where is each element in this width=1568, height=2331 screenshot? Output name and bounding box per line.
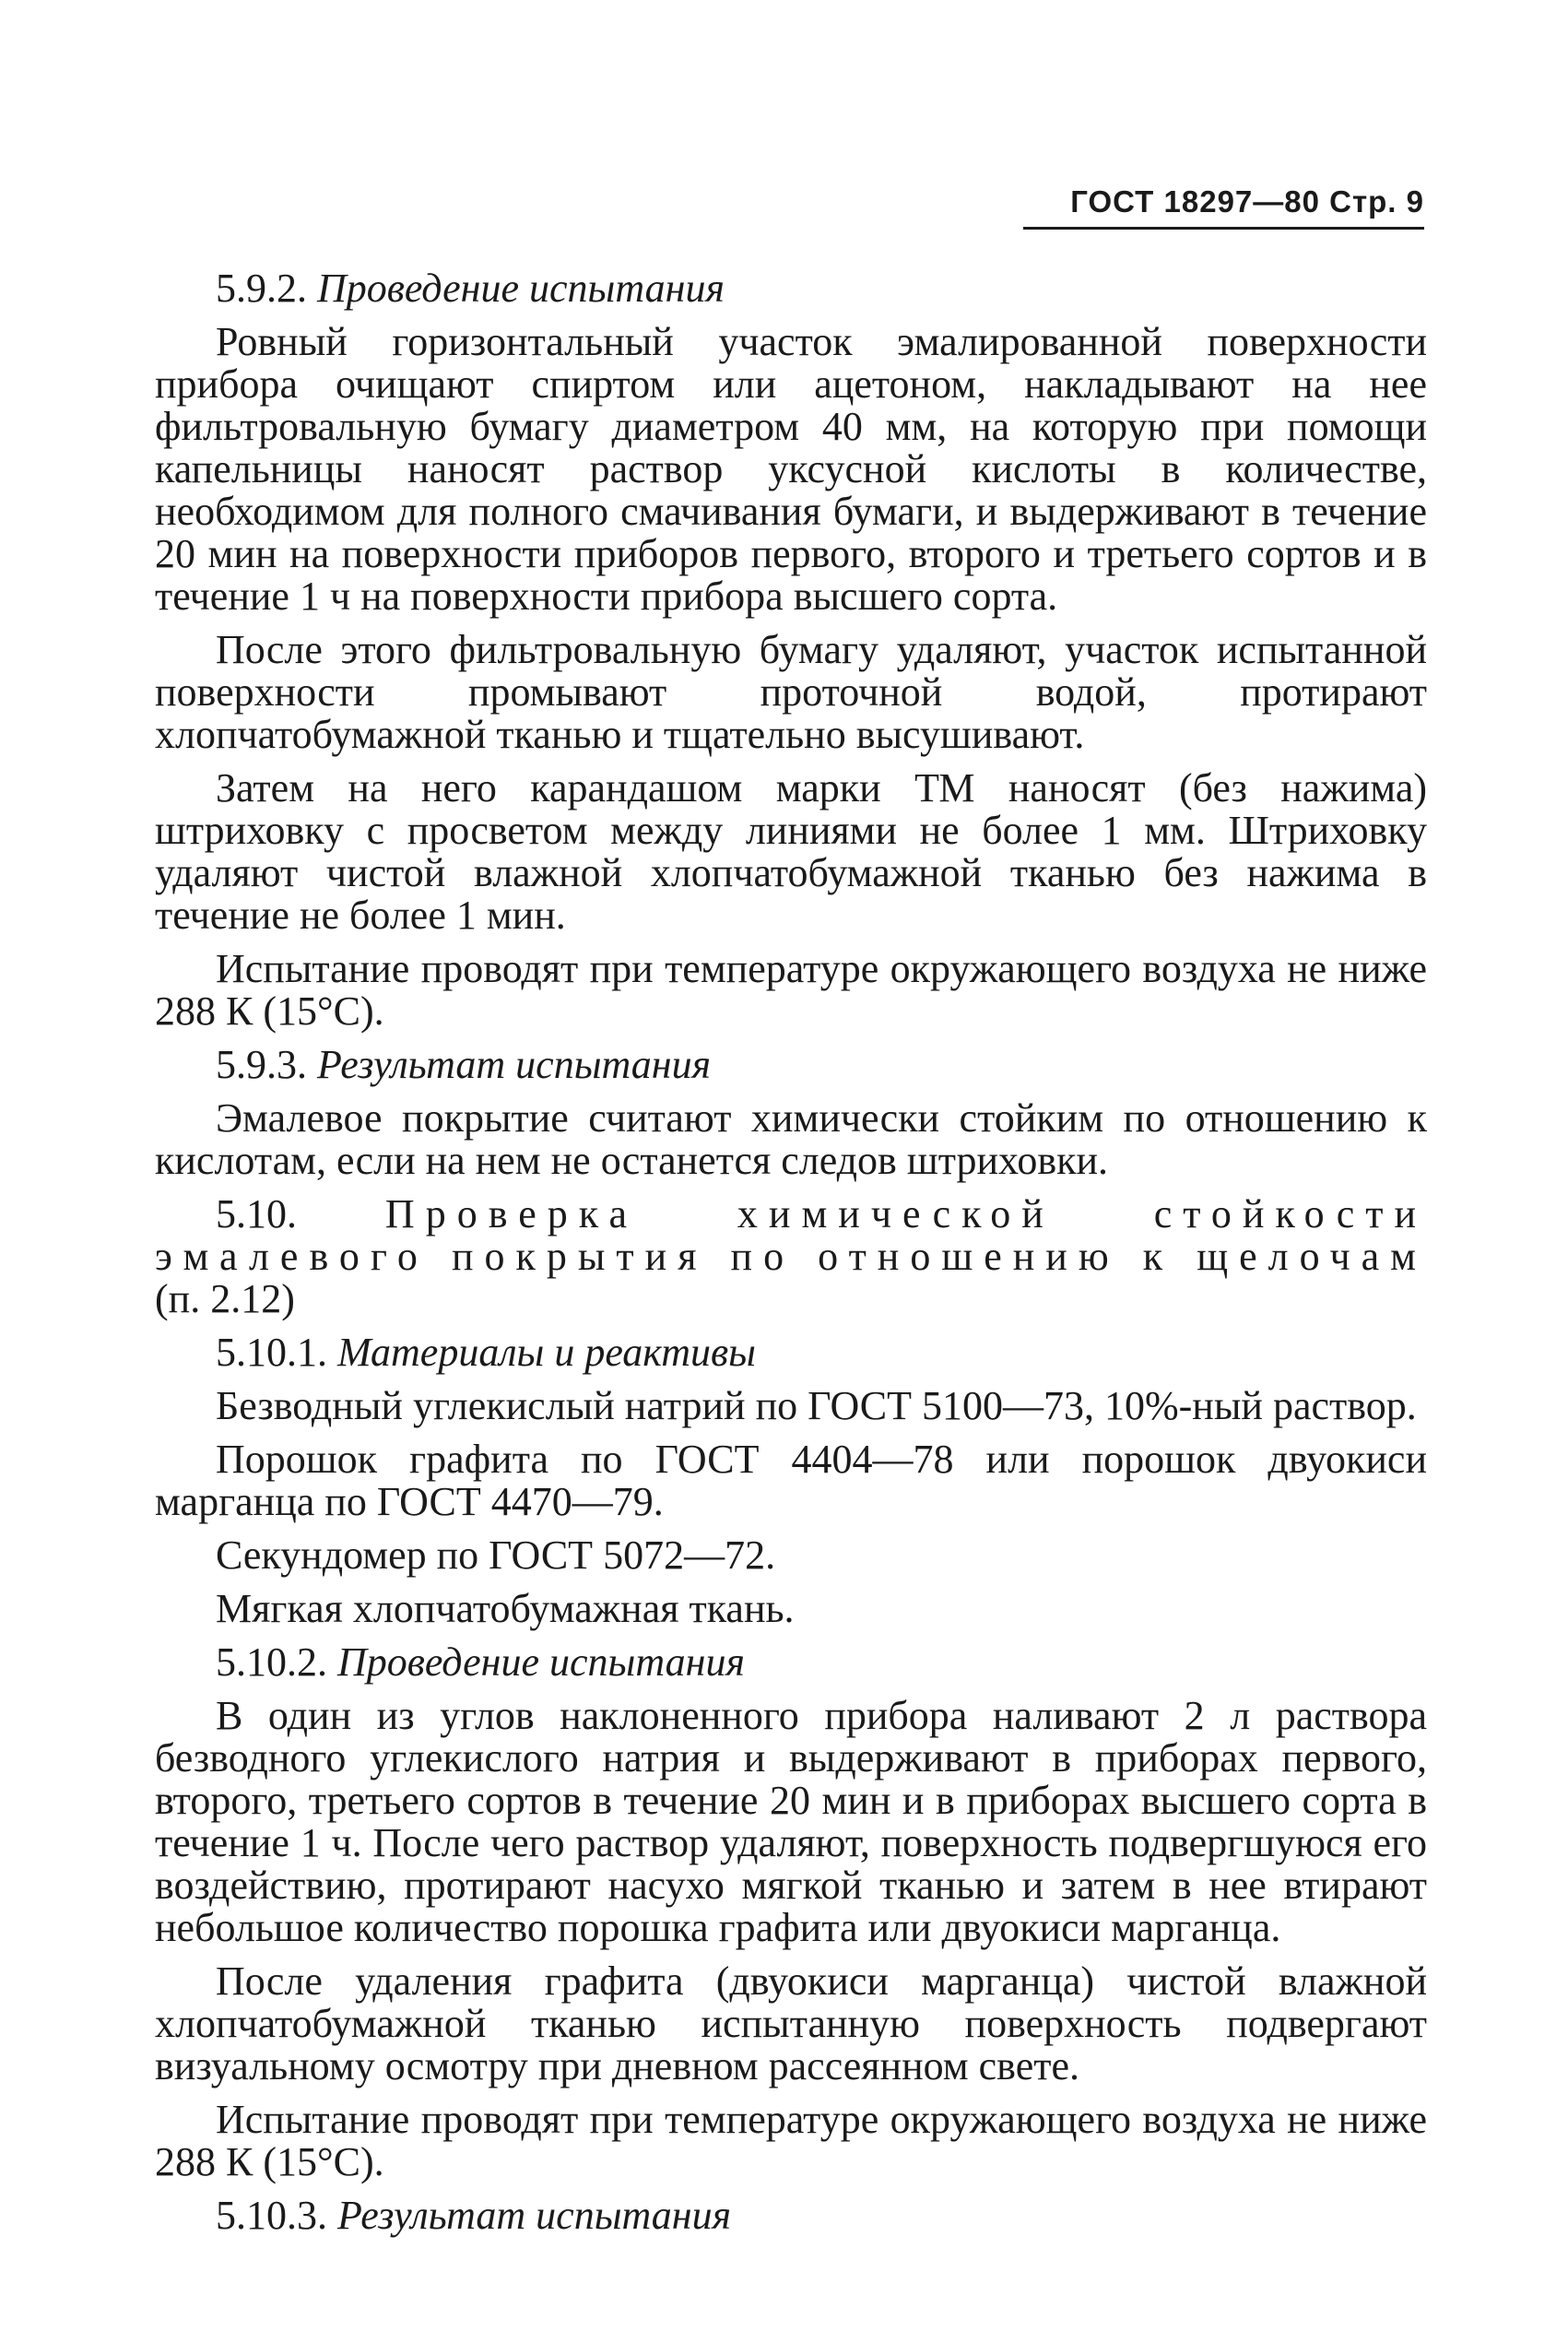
paragraph: После удаления графита (двуокиси марганца) чистой влажной хлопчатобумажной тканью испытанную поверхность подвергают визуальному осмотру при дневном рассеянном свете. [155,1958,1427,2088]
header-rule [1023,227,1424,230]
page-number: Стр. 9 [1329,184,1424,219]
paragraph: Эмалевое покрытие считают химически стойким по отношению к кислотам, если на нем не останется следов штриховки. [155,1095,1427,1183]
list-item: Секундомер по ГОСТ 5072—72. [216,1532,776,1578]
heading-5-10-3: 5.10.3. Результат испытания [216,2193,732,2238]
document-body [155,267,1427,2248]
heading-5-10-1: 5.10.1. Материалы и реактивы [216,1330,756,1375]
paragraph: Затем на него карандашом марки ТМ наносят (без нажима) штриховку с просветом между линиями не более 1 мм. Штриховку удаляют чистой влажной хлопчатобумажной тканью без нажима в течение не более 1 мин. [155,765,1427,938]
list-item: Безводный углекислый натрий по ГОСТ 5100—73, 10%-ный раствор. [216,1383,1417,1428]
paragraph: Испытание проводят при температуре окружающего воздуха не ниже 288 К (15°С). [155,946,1427,1034]
standard-number: ГОСТ 18297—80 [1070,184,1320,219]
list-item: Порошок графита по ГОСТ 4404—78 или порошок двуокиси марганца по ГОСТ 4470—79. [155,1437,1427,1524]
heading-5-10: 5.10. Проверка химической стойкости эмалевого покрытия по отношению к щелочам (п. 2.12) [155,1191,1427,1321]
heading-5-10-2: 5.10.2. Проведение испытания [216,1639,745,1685]
paragraph: Испытание проводят при температуре окружающего воздуха не ниже 288 К (15°С). [155,2097,1427,2184]
paragraph: Ровный горизонтальный участок эмалированной поверхности прибора очищают спиртом или ацетоном, накладывают на нее фильтровальную бумагу диаметром 40 мм, на которую при помощи капельницы наносят раствор уксусной кислоты в количестве, необходимом для полного смачивания бумаги, и выдерживают в течение 20 мин на поверхности приборов первого, второго и третьего сортов и в течение 1 ч на поверхности прибора высшего сорта. [155,319,1427,619]
paragraph: В один из углов наклоненного прибора наливают 2 л раствора безводного углекислого натрия и выдерживают в приборах первого, второго, третьего сортов в течение 20 мин и в приборах высшего сорта в течение 1 ч. После чего раствор удаляют, поверхность подвергшуюся его воздействию, протирают насухо мягкой тканью и затем в нее втирают небольшое количество порошка графита или двуокиси марганца. [155,1693,1427,1950]
list-item: Мягкая хлопчатобумажная ткань. [216,1586,795,1631]
heading-5-9-3: 5.9.3. Результат испытания [216,1042,712,1087]
heading-5-9-2: 5.9.2. Проведение испытания [216,266,725,311]
page-header [1023,184,1424,219]
paragraph: После этого фильтровальную бумагу удаляют, участок испытанной поверхности промывают проточной водой, протирают хлопчатобумажной тканью и тщательно высушивают. [155,627,1427,757]
